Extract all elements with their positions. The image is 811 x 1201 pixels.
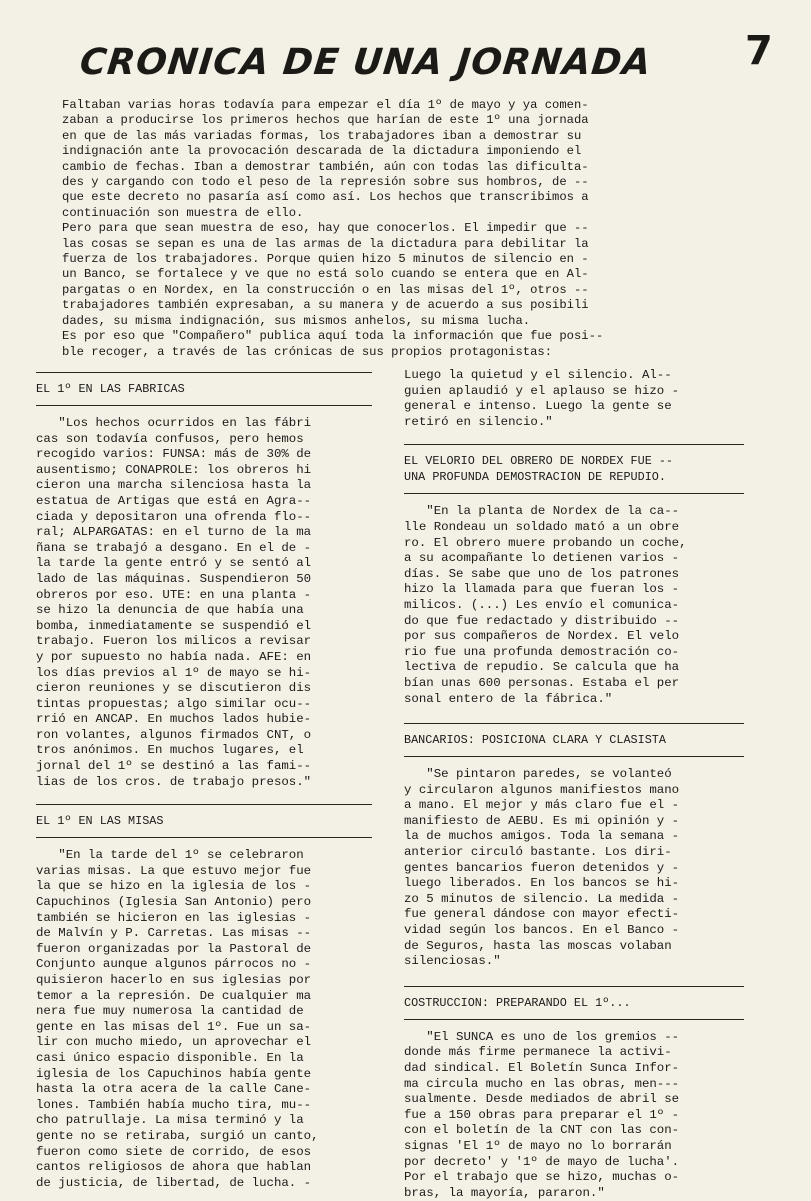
section-body-construccion: "El SUNCA es uno de los gremios -- donde más firme permanece la activi- dad sindical. El Boletín Sunca Infor- ma circula mucho en las obras, men--- sualmente. Desde mediados de abril se fue a 150 obras para preparar el 1º - con el boletín de la CNT con las con- signas 'El 1º de mayo no lo borrarán por decreto' y '1º de mayo de lucha'. Por el trabajo que se hizo, muchas o- bras, la mayoría, pararon."	[404, 1029, 680, 1200]
section-title-construccion: COSTRUCCION: PREPARANDO EL 1º...	[404, 995, 631, 1010]
section-divider	[36, 804, 372, 805]
section-body-misas-continued: Luego la quietud y el silencio. Al-- guien aplaudió y el aplauso se hizo - general e intenso. Luego la gente se retiró en silencio."	[404, 368, 680, 429]
intro-text	[62, 98, 748, 360]
section-title-misas: EL 1º EN LAS MISAS	[36, 814, 164, 829]
section-divider	[36, 372, 372, 373]
page-number: 7	[745, 28, 773, 74]
section-body-bancarios: "Se pintaron paredes, se volanteó y circularon algunos manifiestos mano a mano. El mejor y más claro fue el - manifiesto de AEBU. Es mi opinión y - la de muchos amigos. Toda la semana - anterior circuló bastante. Los diri- gentes bancarios fueron detenidos y - luego liberados. En los bancos se hi- zo 5 minutos de silencio. La medida - fue general dándose con mayor efecti- vidad según los bancos. En el Banco - de Seguros, hasta las moscas volaban silenciosas."	[404, 767, 680, 969]
section-body-misas: "En la tarde del 1º se celebraron varias misas. La que estuvo mejor fue la que se hizo en la iglesia de los - Capuchinos (Iglesia San Antonio) pero también se hicieron en las iglesias - de Malvín y P. Carretas. Las misas -- fueron organizadas por la Pastoral de Conjunto aunque algunos párrocos no - quisieron hacerlo en sus iglesias por temor a la represión. De cualquier ma nera fue muy numerosa la cantidad de gente en las misas del 1º. Fue un sa- lir con mucho miedo, un aprovechar el casi único espacio disponible. En la iglesia de los Capuchinos había gente hasta la otra acera de la calle Cane- lones. También había mucho tira, mu-- cho patrullaje. La misa terminó y la gente no se retiraba, surgió un canto, fueron como siete de corrido, de esos cantos religiosos de ahora que hablan de justicia, de libertad, de lucha. -	[36, 848, 319, 1190]
section-title-nordex: EL VELORIO DEL OBRERO DE NORDEX FUE -- UNA PROFUNDA DEMOSTRACION DE REPUDIO.	[404, 454, 674, 485]
section-divider	[404, 723, 744, 724]
section-title-fabricas: EL 1º EN LAS FABRICAS	[36, 382, 185, 396]
intro-paragraph: Es por eso que "Compañero" publica aquí toda la información que fue posi-- ble recoger, a través de las crónicas de sus propios protagonistas:	[62, 329, 604, 359]
section-divider	[404, 444, 744, 445]
intro-paragraph: Pero para que sean muestra de eso, hay que conocerlos. El impedir que -- las cosas se sepan es una de las armas de la dictadura para debilitar la fuerza de los trabajadores. Porque quien hizo 5 minutos de silencio en - un Banco, se fortalece y ve que no está solo cuando se entera que en Al- pargatas o en Nordex, en la construcción o en las misas del 1º, otros -- trabajadores también expresaban, a su manera y de acuerdo a sus posibili dades, su misma indignación, sus mismos anhelos, su misma lucha.	[62, 221, 589, 328]
section-body-fabricas: "Los hechos ocurridos en las fábri cas son todavía confusos, pero hemos recogido varios: FUNSA: más de 30% de ausentismo; CONAPROLE: los obreros hi cieron una marcha silenciosa hasta la estatua de Artigas que está en Agra-- ciada y depositaron una ofrenda flo-- ral; ALPARGATAS: en el turno de la ma ñana se trabajó a desgano. En el de - la tarde la gente entró y se sentó al lado de las máquinas. Suspendieron 50 obreros por eso. UTE: en una planta - se hizo la denuncia de que había una bomba, inmediatamente se suspendió el trabajo. Fueron los milicos a revisar y por supuesto no había nada. AFE: en los días previos al 1º de mayo se hi- cieron reuniones y se discutieron dis tintas propuestas; algo similar ocu-- rrió en ANCAP. En muchos lados hubie- ron volantes, algunos firmados CNT, o tros anónimos. En muchos lugares, el jornal del 1º se destinó a las fami-- lias de los cros. de trabajo presos."	[36, 416, 312, 789]
left-column	[36, 372, 372, 1191]
section-body-nordex: "En la planta de Nordex de la ca-- lle Rondeau un soldado mató a un obre ro. El obrero muere probando un coche, a su acompañante lo detienen varios - días. Se sabe que uno de los patrones hizo la llamada para que fueran los - milicos. (...) Les envío el comunica- do que fue redactado y distribuido -- por sus compañeros de Nordex. El velo rio fue una profunda demostración co- lectiva de repudio. Se calcula que ha bían unas 600 personas. Estaba el per sonal entero de la fábrica."	[404, 504, 687, 706]
right-column	[404, 368, 744, 1201]
intro-paragraph: Faltaban varias horas todavía para empezar el día 1º de mayo y ya comen- zaban a producirse los primeros hechos que harían de este 1º una jornada en que de las más variadas formas, los trabajadores iban a demostrar su indignación ante la provocación descarada de la dictadura imponiendo el cambio de fechas. Iban a demostrar también, aún con todas las dificulta- des y cargando con todo el peso de la represión sobre sus hombros, de -- que este decreto no pasaría así como así. Los hechos que transcribimos a continuación son muestra de ello.	[62, 98, 589, 220]
section-title-bancarios: BANCARIOS: POSICIONA CLARA Y CLASISTA	[404, 733, 666, 748]
section-divider	[404, 986, 744, 987]
page-title: CRONICA DE UNA JORNADA	[77, 42, 654, 83]
